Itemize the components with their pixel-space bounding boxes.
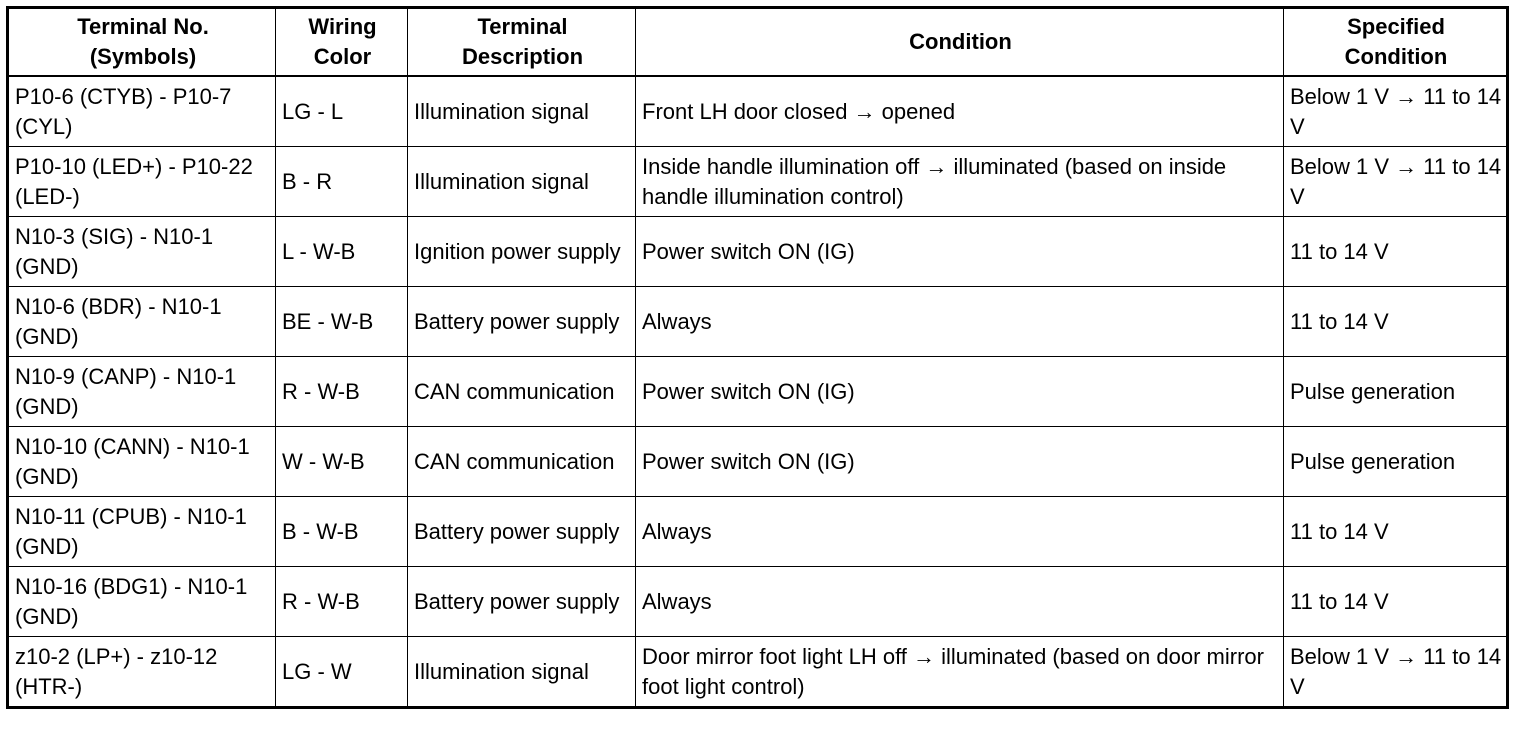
header-condition: Condition bbox=[636, 8, 1284, 77]
cell-wiring-color: R - W-B bbox=[276, 357, 408, 427]
cell-condition: Power switch ON (IG) bbox=[636, 357, 1284, 427]
cell-terminal: N10-6 (BDR) - N10-1 (GND) bbox=[8, 287, 276, 357]
cell-terminal: P10-10 (LED+) - P10-22 (LED-) bbox=[8, 147, 276, 217]
cell-terminal: N10-9 (CANP) - N10-1 (GND) bbox=[8, 357, 276, 427]
cell-wiring-color: LG - L bbox=[276, 76, 408, 147]
cell-condition: Front LH door closed → opened bbox=[636, 76, 1284, 147]
cell-description: CAN communication bbox=[408, 357, 636, 427]
cell-condition: Inside handle illumination off → illuminated (based on inside handle illumination control) bbox=[636, 147, 1284, 217]
table-row bbox=[8, 217, 1508, 287]
table-header-row bbox=[8, 8, 1508, 77]
table-row bbox=[8, 147, 1508, 217]
table-row bbox=[8, 567, 1508, 637]
cell-description: Battery power supply bbox=[408, 497, 636, 567]
cell-terminal: N10-10 (CANN) - N10-1 (GND) bbox=[8, 427, 276, 497]
cell-wiring-color: B - W-B bbox=[276, 497, 408, 567]
cell-specified-condition: 11 to 14 V bbox=[1284, 567, 1508, 637]
header-specified-condition: Specified Condition bbox=[1284, 8, 1508, 77]
cell-description: Illumination signal bbox=[408, 637, 636, 708]
cell-wiring-color: R - W-B bbox=[276, 567, 408, 637]
header-terminal-no: Terminal No. (Symbols) bbox=[8, 8, 276, 77]
cell-terminal: N10-3 (SIG) - N10-1 (GND) bbox=[8, 217, 276, 287]
cell-terminal: z10-2 (LP+) - z10-12 (HTR-) bbox=[8, 637, 276, 708]
cell-condition: Always bbox=[636, 497, 1284, 567]
cell-specified-condition: 11 to 14 V bbox=[1284, 217, 1508, 287]
table-row bbox=[8, 427, 1508, 497]
cell-description: Illumination signal bbox=[408, 147, 636, 217]
table-row bbox=[8, 287, 1508, 357]
cell-specified-condition: 11 to 14 V bbox=[1284, 497, 1508, 567]
header-wiring-color: Wiring Color bbox=[276, 8, 408, 77]
cell-specified-condition: Below 1 V → 11 to 14 V bbox=[1284, 147, 1508, 217]
cell-wiring-color: L - W-B bbox=[276, 217, 408, 287]
cell-condition: Always bbox=[636, 287, 1284, 357]
table-row bbox=[8, 497, 1508, 567]
cell-specified-condition: Below 1 V → 11 to 14 V bbox=[1284, 76, 1508, 147]
cell-specified-condition: Pulse generation bbox=[1284, 357, 1508, 427]
cell-wiring-color: B - R bbox=[276, 147, 408, 217]
cell-specified-condition: Below 1 V → 11 to 14 V bbox=[1284, 637, 1508, 708]
cell-specified-condition: Pulse generation bbox=[1284, 427, 1508, 497]
cell-terminal: N10-11 (CPUB) - N10-1 (GND) bbox=[8, 497, 276, 567]
cell-description: CAN communication bbox=[408, 427, 636, 497]
cell-terminal: N10-16 (BDG1) - N10-1 (GND) bbox=[8, 567, 276, 637]
cell-specified-condition: 11 to 14 V bbox=[1284, 287, 1508, 357]
cell-description: Battery power supply bbox=[408, 567, 636, 637]
table-row bbox=[8, 357, 1508, 427]
cell-description: Battery power supply bbox=[408, 287, 636, 357]
cell-terminal: P10-6 (CTYB) - P10-7 (CYL) bbox=[8, 76, 276, 147]
table-row bbox=[8, 76, 1508, 147]
cell-condition: Always bbox=[636, 567, 1284, 637]
cell-description: Illumination signal bbox=[408, 76, 636, 147]
cell-description: Ignition power supply bbox=[408, 217, 636, 287]
cell-condition: Power switch ON (IG) bbox=[636, 427, 1284, 497]
cell-wiring-color: W - W-B bbox=[276, 427, 408, 497]
cell-condition: Power switch ON (IG) bbox=[636, 217, 1284, 287]
table-row bbox=[8, 637, 1508, 708]
terminal-table bbox=[6, 6, 1509, 709]
cell-wiring-color: BE - W-B bbox=[276, 287, 408, 357]
header-terminal-description: Terminal Description bbox=[408, 8, 636, 77]
cell-condition: Door mirror foot light LH off → illuminated (based on door mirror foot light control) bbox=[636, 637, 1284, 708]
cell-wiring-color: LG - W bbox=[276, 637, 408, 708]
